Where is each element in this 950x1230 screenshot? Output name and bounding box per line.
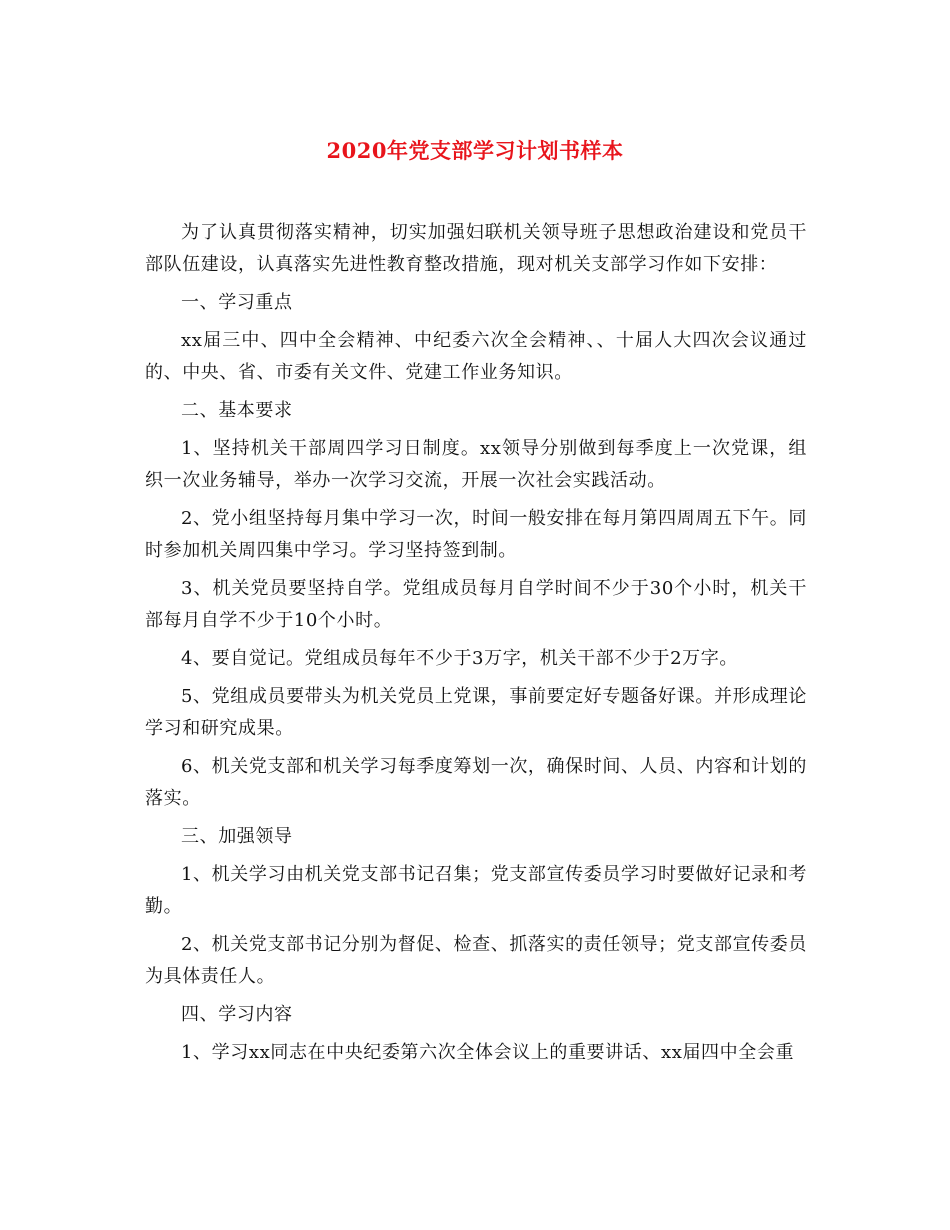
paragraph: 1、机关学习由机关党支部书记召集；党支部宣传委员学习时要做好记录和考勤。 [145,864,807,917]
section-heading-3: 三、加强领导 [181,826,293,847]
paragraph: 3、机关党员要坚持自学。党组成员每月自学时间不少于30个小时，机关干部每月自学不少于10个小时。 [145,578,807,631]
document-body [145,217,807,1075]
paragraph: xx届三中、四中全会精神、中纪委六次全会精神、、十届人大四次会议通过的、中央、省、市委有关文件、党建工作业务知识。 [145,330,807,383]
paragraph-intro: 为了认真贯彻落实精神，切实加强妇联机关领导班子思想政治建设和党员干部队伍建设，认真落实先进性教育整改措施，现对机关支部学习作如下安排： [145,222,807,275]
section-heading-1: 一、学习重点 [181,292,293,313]
section-heading-2: 二、基本要求 [181,400,293,421]
document-title: 2020年党支部学习计划书样本 [326,138,624,163]
paragraph: 2、党小组坚持每月集中学习一次，时间一般安排在每月第四周周五下午。同时参加机关周四集中学习。学习坚持签到制。 [145,508,807,561]
paragraph: 1、学习xx同志在中央纪委第六次全体会议上的重要讲话、xx届四中全会重 [181,1042,795,1063]
paragraph: 4、要自觉记。党组成员每年不少于3万字，机关干部不少于2万字。 [181,648,738,669]
paragraph: 5、党组成员要带头为机关党员上党课，事前要定好专题备好课。并形成理论学习和研究成果。 [145,686,807,739]
section-heading-4: 四、学习内容 [181,1004,293,1025]
paragraph: 1、坚持机关干部周四学习日制度。xx领导分别做到每季度上一次党课，组织一次业务辅导，举办一次学习交流，开展一次社会实践活动。 [145,438,807,491]
paragraph: 6、机关党支部和机关学习每季度筹划一次，确保时间、人员、内容和计划的落实。 [145,756,807,809]
paragraph: 2、机关党支部书记分别为督促、检查、抓落实的责任领导；党支部宣传委员为具体责任人。 [145,934,807,987]
